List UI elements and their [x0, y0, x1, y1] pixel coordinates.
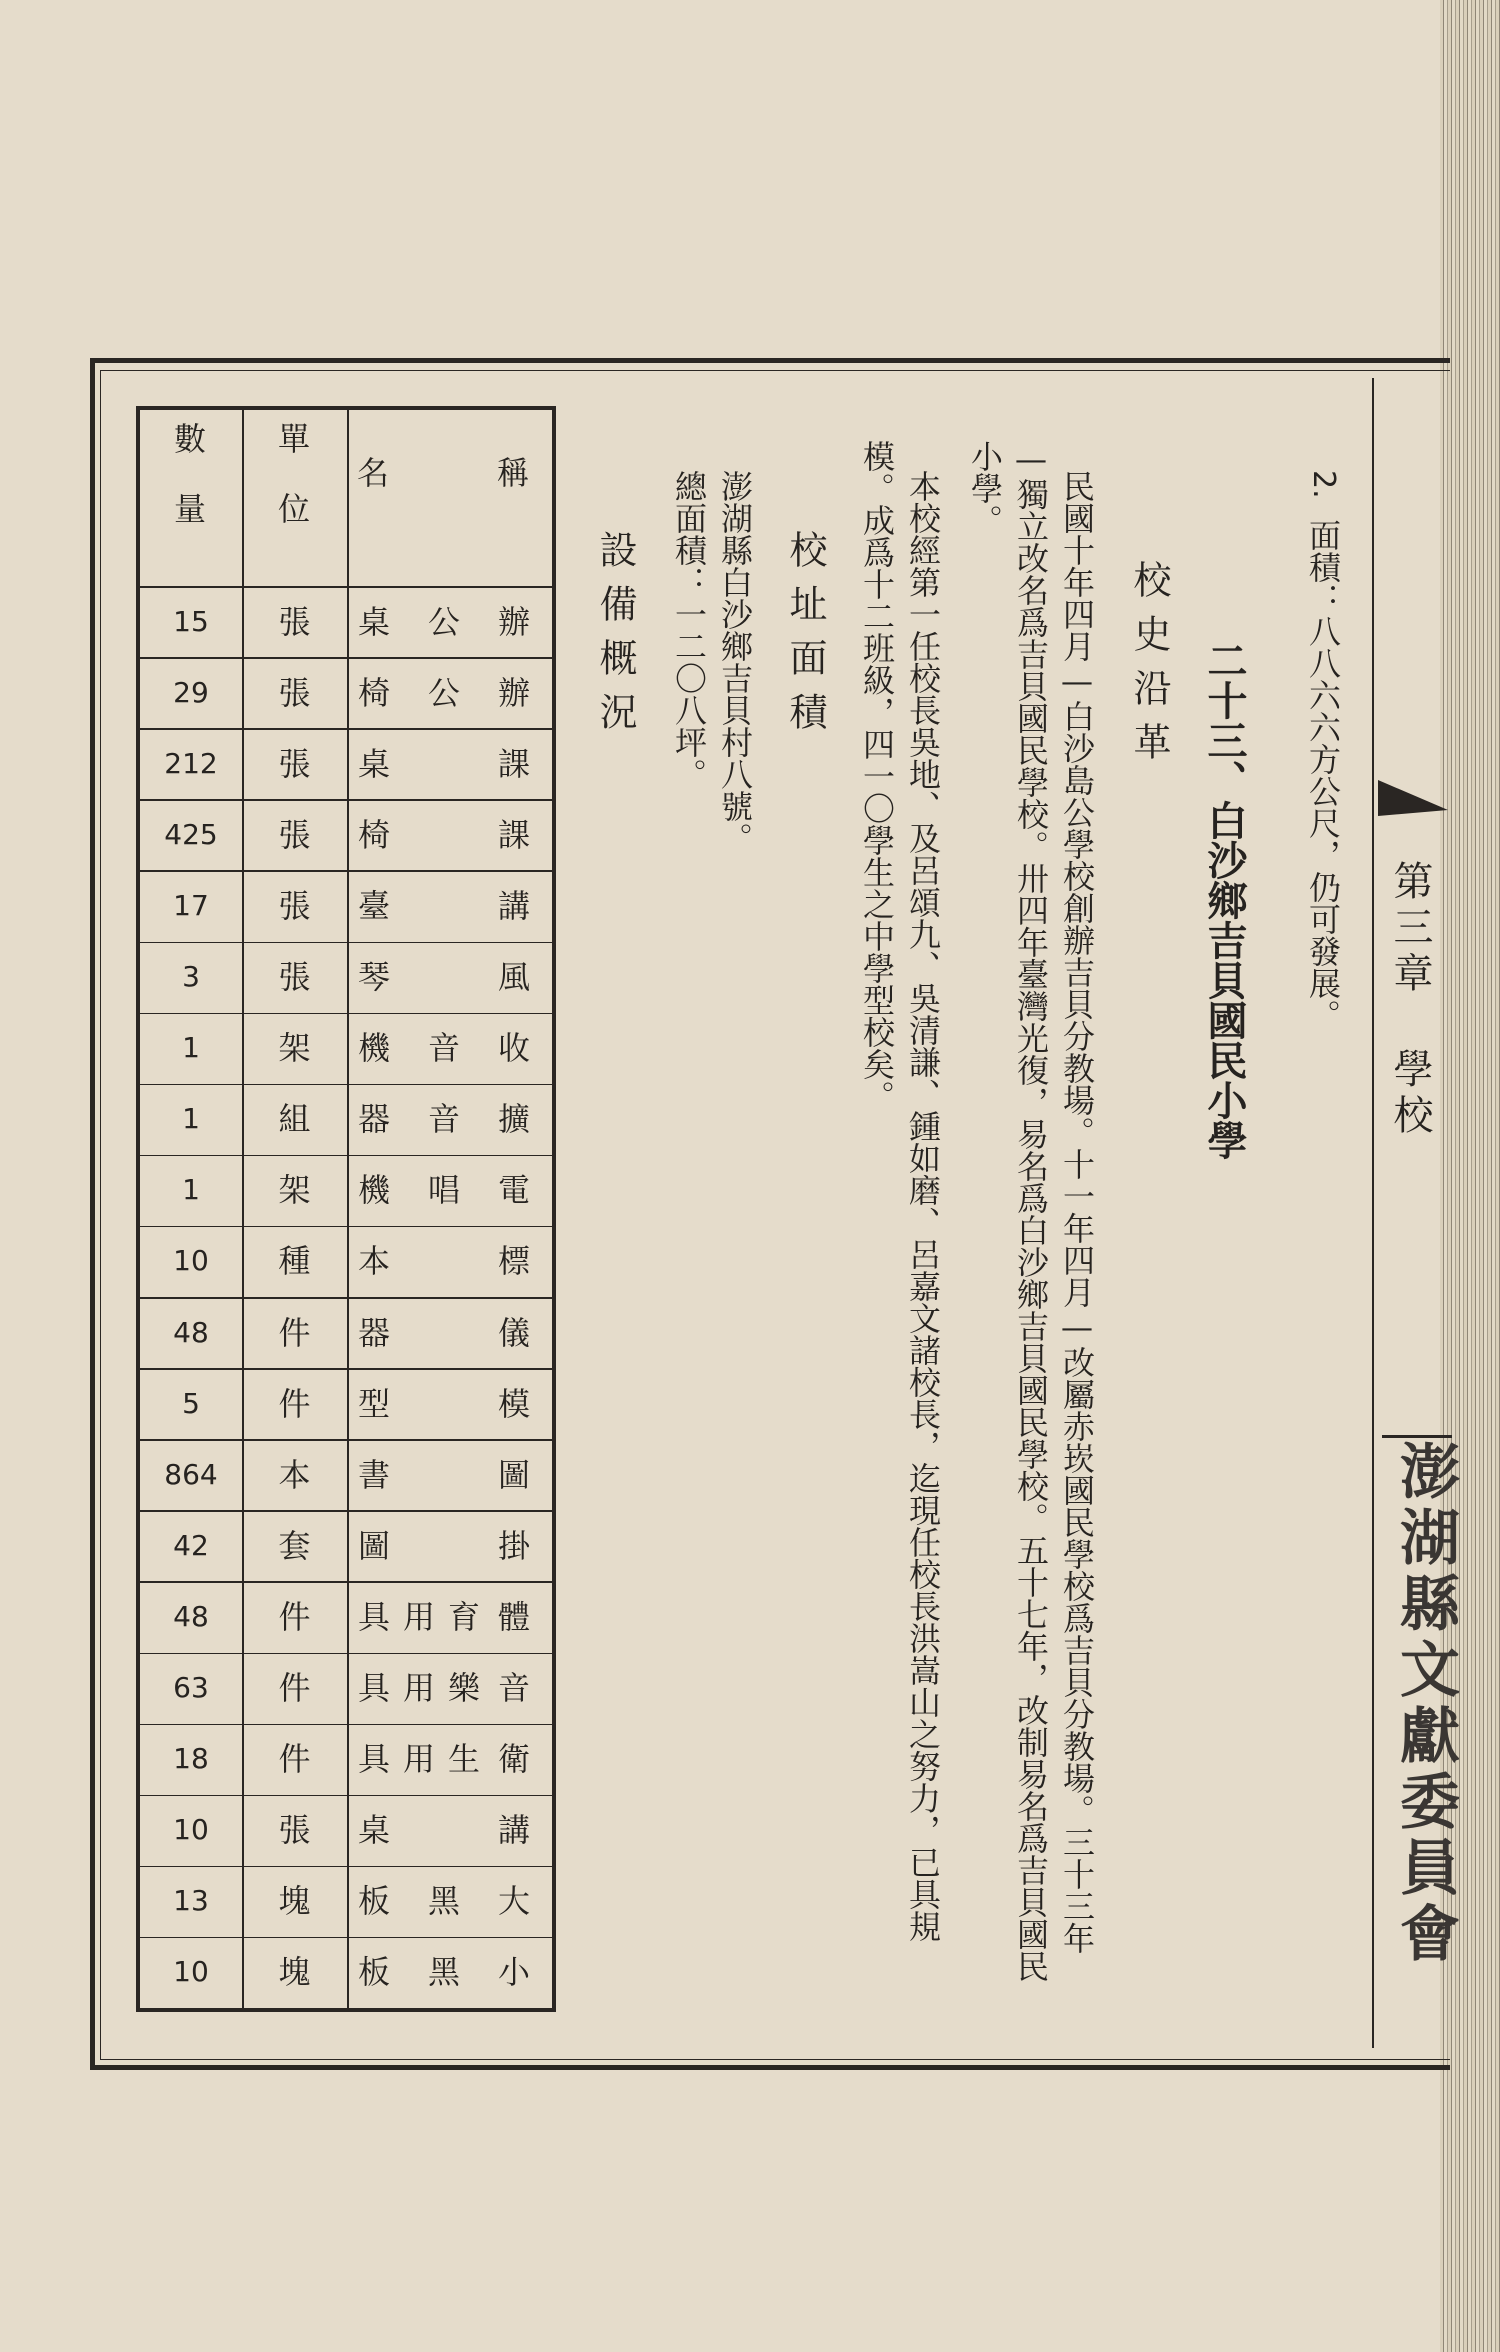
table-cell-name: 圖 書: [357, 1455, 530, 1494]
table-cell-quantity: 1: [182, 1102, 200, 1136]
table-cell-name: 儀 器: [357, 1313, 530, 1352]
table-cell-name: 標 本: [357, 1242, 530, 1281]
table-row-divider: [140, 586, 552, 588]
table-row-divider: [140, 1581, 552, 1583]
table-row-divider: [140, 1795, 552, 1797]
table-cell-unit: 塊: [278, 1882, 311, 1921]
table-cell-name: 大 黑 板: [357, 1882, 530, 1921]
table-row-divider: [140, 1724, 552, 1726]
table-cell-quantity: 13: [173, 1884, 209, 1918]
site-address: 澎湖縣白沙鄉吉貝村八號。: [716, 470, 754, 854]
table-cell-quantity: 10: [173, 1955, 209, 1989]
history-line-3: 小學。: [966, 440, 1004, 536]
table-cell-unit: 塊: [278, 1953, 311, 1992]
table-cell-unit: 件: [278, 1597, 311, 1636]
table-cell-name: 衛 生 用 具: [357, 1740, 530, 1779]
table-row-divider: [140, 1510, 552, 1512]
table-cell-quantity: 15: [173, 604, 209, 638]
history-heading: 校史沿革: [1127, 560, 1171, 776]
site-area: 總面積：一二〇八坪。: [670, 470, 708, 790]
table-cell-unit: 張: [278, 602, 311, 641]
table-cell-quantity: 864: [164, 1457, 218, 1491]
chapter-label: 第三章: [1387, 860, 1433, 998]
header-wedge-ornament: [1378, 780, 1448, 816]
table-cell-unit: 件: [278, 1669, 311, 1708]
table-row-divider: [140, 1866, 552, 1868]
equipment-heading: 設備概況: [593, 530, 637, 746]
table-cell-unit: 組: [278, 1100, 311, 1139]
table-cell-unit: 張: [278, 744, 311, 783]
table-cell-unit: 件: [278, 1740, 311, 1779]
table-cell-quantity: 18: [173, 1742, 209, 1776]
table-row-divider: [140, 1155, 552, 1157]
history-line-2: —獨立改名爲吉貝國民學校。卅四年臺灣光復，易名爲白沙鄉吉貝國民學校。五十七年，改制易名爲吉貝國民: [1012, 440, 1050, 1982]
table-cell-quantity: 5: [182, 1386, 200, 1420]
table-cell-quantity: 1: [182, 1031, 200, 1065]
table-cell-unit: 件: [278, 1384, 311, 1423]
table-cell-name: 模 型: [357, 1384, 530, 1423]
running-header: [1380, 860, 1440, 1140]
table-cell-unit: 張: [278, 958, 311, 997]
site-heading: 校址面積: [783, 530, 827, 746]
table-cell-name: 體 育 用 具: [357, 1597, 530, 1636]
table-cell-name: 小 黑 板: [357, 1953, 530, 1992]
prev-item-text: 面積：八八六六方公尺，仍可發展。: [1304, 518, 1342, 1031]
organization-name: 澎湖縣文獻委員會: [1390, 1440, 1460, 1968]
header-name: 名 稱: [357, 454, 530, 492]
header-divider: [1372, 378, 1374, 2048]
history-line-1: 民國十年四月—白沙島公學校創辦吉貝分教場。十一年四月—改屬赤崁國民學校爲吉貝分教場。三十三年: [1058, 470, 1096, 1954]
table-row-divider: [140, 1226, 552, 1228]
table-row-divider: [140, 1653, 552, 1655]
table-row-divider: [140, 728, 552, 730]
table-cell-unit: 張: [278, 1811, 311, 1850]
table-row-divider: [140, 1439, 552, 1441]
table-cell-name: 課 椅: [357, 815, 530, 854]
table-cell-name: 課 桌: [357, 744, 530, 783]
table-cell-quantity: 48: [173, 1315, 209, 1349]
table-cell-quantity: 17: [173, 888, 209, 922]
table-row-divider: [140, 1297, 552, 1299]
school-title: 二十三、白沙鄉吉貝國民小學: [1201, 640, 1248, 1160]
table-cell-name: 掛 圖: [357, 1526, 530, 1565]
header-unit: 單 位: [278, 420, 311, 528]
section-label: 學校: [1387, 1048, 1433, 1140]
table-cell-quantity: 63: [173, 1671, 209, 1705]
table-row-divider: [140, 799, 552, 801]
table-cell-name: 音 樂 用 具: [357, 1669, 530, 1708]
table-cell-unit: 套: [278, 1526, 311, 1565]
table-cell-name: 講 桌: [357, 1811, 530, 1850]
table-cell-unit: 本: [278, 1455, 311, 1494]
table-cell-name: 擴 音 器: [357, 1100, 530, 1139]
table-row-divider: [140, 1368, 552, 1370]
table-cell-unit: 張: [278, 815, 311, 854]
table-cell-unit: 架: [278, 1171, 311, 1210]
table-row-divider: [140, 657, 552, 659]
table-cell-quantity: 42: [173, 1528, 209, 1562]
table-row-divider: [140, 1937, 552, 1939]
table-cell-quantity: 425: [164, 817, 218, 851]
table-cell-quantity: 10: [173, 1813, 209, 1847]
table-row-divider: [140, 1084, 552, 1086]
table-cell-name: 辦 公 桌: [357, 602, 530, 641]
table-cell-name: 風 琴: [357, 958, 530, 997]
table-cell-name: 講 臺: [357, 886, 530, 925]
table-cell-unit: 件: [278, 1313, 311, 1352]
history-line-5: 模。成爲十二班級，四一〇學生之中學型校矣。: [858, 440, 896, 1112]
table-row-divider: [140, 870, 552, 872]
organization-rule: [1382, 1435, 1452, 1438]
table-cell-unit: 架: [278, 1029, 311, 1068]
history-line-4: 本校經第一任校長吳地、及呂頌九、吳清謙、鍾如磨、呂嘉文諸校長，迄現任校長洪嵩山之努力，已具規: [904, 470, 942, 1942]
table-cell-unit: 種: [278, 1242, 311, 1281]
equipment-table: [136, 406, 556, 2012]
table-cell-quantity: 48: [173, 1599, 209, 1633]
table-cell-unit: 張: [278, 673, 311, 712]
table-cell-name: 電 唱 機: [357, 1171, 530, 1210]
table-cell-quantity: 3: [182, 960, 200, 994]
table-cell-name: 收 音 機: [357, 1029, 530, 1068]
table-cell-name: 辦 公 椅: [357, 673, 530, 712]
table-cell-quantity: 10: [173, 1244, 209, 1278]
table-row-divider: [140, 1013, 552, 1015]
table-cell-quantity: 29: [173, 675, 209, 709]
table-cell-quantity: 212: [164, 746, 218, 780]
prev-item-number: 2.: [1306, 470, 1341, 499]
table-cell-quantity: 1: [182, 1173, 200, 1207]
table-cell-unit: 張: [278, 886, 311, 925]
header-quantity: 數 量: [174, 420, 207, 528]
prev-item: [1300, 470, 1346, 1031]
table-row-divider: [140, 942, 552, 944]
